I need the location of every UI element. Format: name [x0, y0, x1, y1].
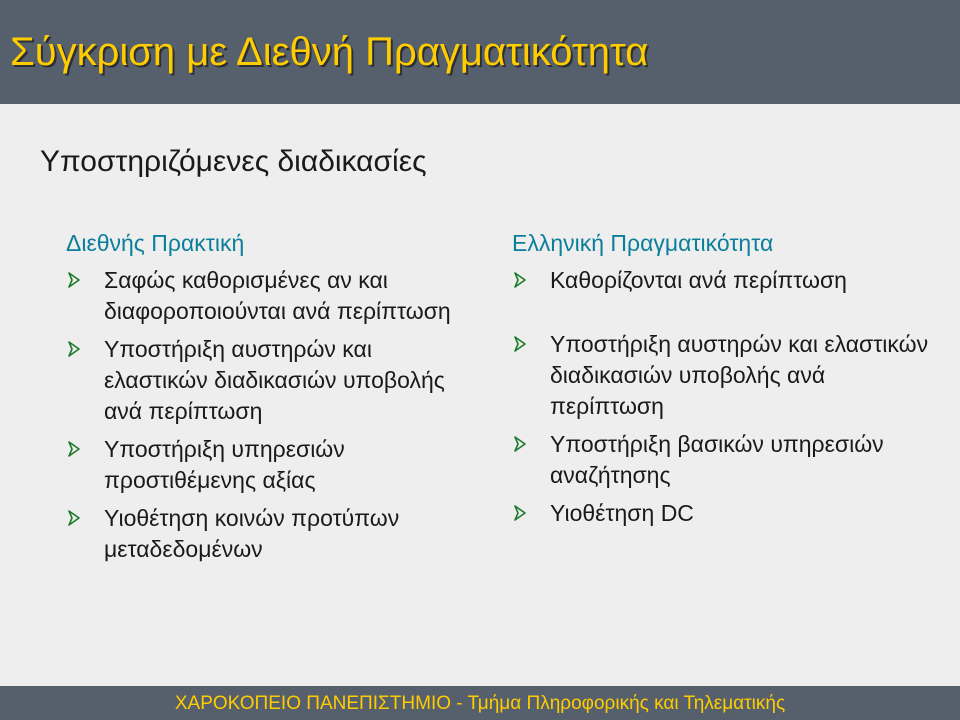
- right-column: [512, 228, 942, 536]
- footer-bar: [0, 686, 960, 720]
- bullet-text: Υποστήριξη αυστηρών και ελαστικών διαδικασιών υποβολής ανά περίπτωση: [104, 336, 445, 424]
- arrowhead-bullet-icon: [512, 505, 528, 521]
- arrowhead-bullet-icon: [66, 272, 82, 288]
- left-column: [66, 228, 476, 572]
- arrowhead-bullet-icon: [66, 341, 82, 357]
- bullet-text: Υποστήριξη αυστηρών και ελαστικών διαδικασιών υποβολής ανά περίπτωση: [550, 331, 929, 419]
- bullet-text: Υιοθέτηση κοινών προτύπων μεταδεδομένων: [104, 505, 400, 562]
- right-bullet-list: [512, 265, 942, 529]
- list-item: [66, 265, 476, 327]
- bullet-text: Σαφώς καθορισμένες αν και διαφοροποιούνται ανά περίπτωση: [104, 267, 451, 324]
- arrowhead-bullet-icon: [512, 336, 528, 352]
- list-item: [512, 498, 942, 529]
- list-item: [512, 265, 942, 296]
- slide-title: Σύγκριση με Διεθνή Πραγματικότητα: [10, 30, 649, 74]
- slide-subtitle: Υποστηριζόμενες διαδικασίες: [40, 145, 427, 178]
- arrowhead-bullet-icon: [512, 436, 528, 452]
- arrowhead-bullet-icon: [66, 441, 82, 457]
- bullet-text: Υιοθέτηση DC: [550, 500, 694, 526]
- left-bullet-list: [66, 265, 476, 565]
- footer-text: ΧΑΡΟΚΟΠΕΙΟ ΠΑΝΕΠΙΣΤΗΜΙΟ - Τμήμα Πληροφορικής και Τηλεματικής: [174, 693, 786, 714]
- bullet-text: Υποστήριξη βασικών υπηρεσιών αναζήτησης: [550, 431, 884, 488]
- list-item: [66, 434, 476, 496]
- list-item: [512, 329, 942, 422]
- left-column-heading: Διεθνής Πρακτική: [66, 230, 245, 256]
- arrowhead-bullet-icon: [66, 510, 82, 526]
- list-item: [66, 334, 476, 427]
- arrowhead-bullet-icon: [512, 272, 528, 288]
- title-bar: [0, 0, 960, 104]
- bullet-text: Υποστήριξη υπηρεσιών προστιθέμενης αξίας: [104, 436, 345, 493]
- bullet-text: Καθορίζονται ανά περίπτωση: [550, 267, 847, 293]
- right-column-heading: Ελληνική Πραγματικότητα: [512, 230, 774, 256]
- list-item: [512, 429, 942, 491]
- list-item: [66, 503, 476, 565]
